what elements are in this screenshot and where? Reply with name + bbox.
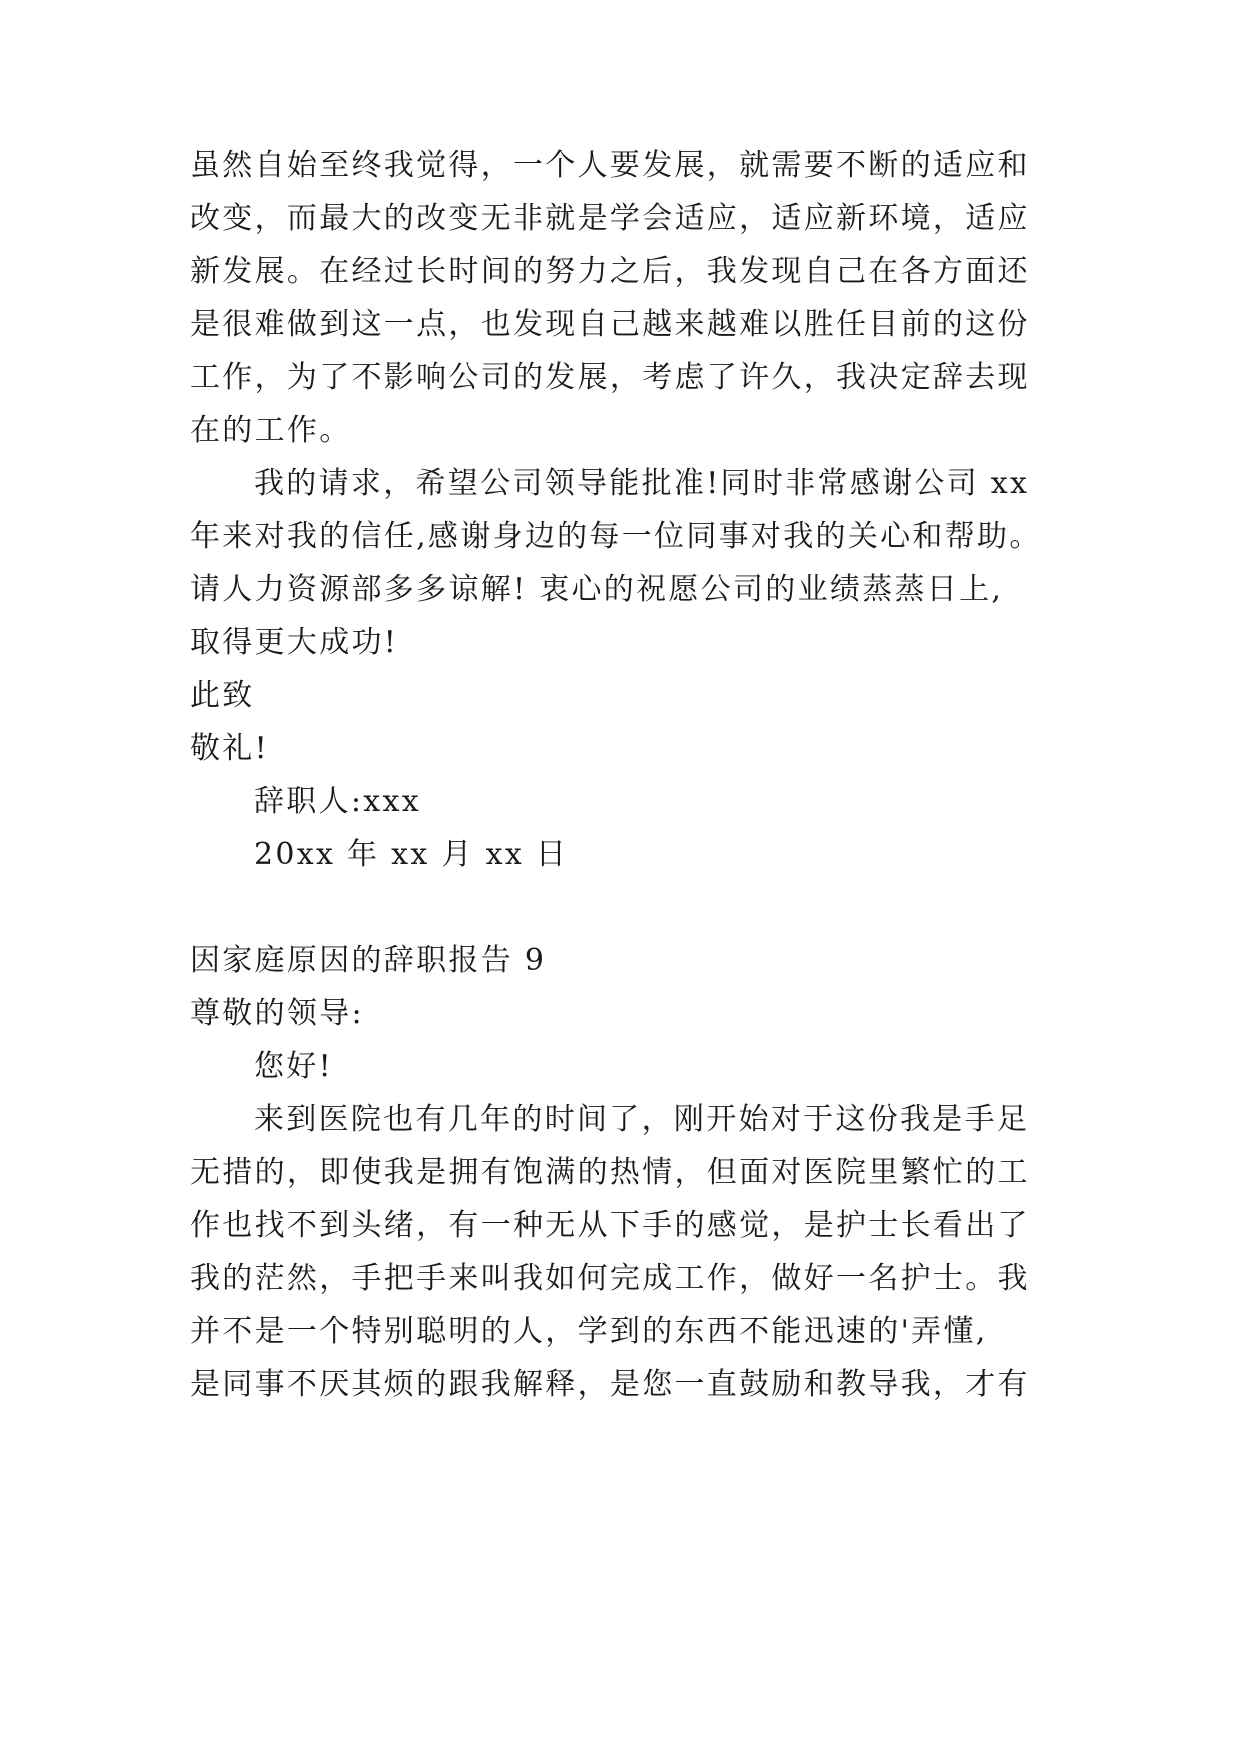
paragraph-line: 我的茫然，手把手来叫我如何完成工作，做好一名护士。我 xyxy=(190,1261,1030,1296)
recipient-line: 尊敬的领导: xyxy=(190,996,364,1031)
closing-regards: 敬礼! xyxy=(190,731,269,766)
paragraph-line: 请人力资源部多多谅解! 衷心的祝愿公司的业绩蒸蒸日上, xyxy=(190,572,1004,607)
paragraph-line: 并不是一个特别聪明的人，学到的东西不能迅速的'弄懂, xyxy=(190,1314,988,1349)
paragraph-line: 作也找不到头绪，有一种无从下手的感觉，是护士长看出了 xyxy=(190,1208,1030,1243)
paragraph-line: 年来对我的信任,感谢身边的每一位同事对我的关心和帮助。 xyxy=(190,519,1042,554)
paragraph-line: 新发展。在经过长时间的努力之后，我发现自己在各方面还 xyxy=(190,254,1030,289)
closing-salutation: 此致 xyxy=(190,678,255,713)
greeting-line: 您好! xyxy=(254,1049,333,1084)
signature-date: 20xx 年 xx 月 xx 日 xyxy=(254,837,569,872)
paragraph-line: 工作，为了不影响公司的发展，考虑了许久，我决定辞去现 xyxy=(190,360,1030,395)
paragraph-line: 改变，而最大的改变无非就是学会适应，适应新环境，适应 xyxy=(190,201,1030,236)
paragraph-line: 无措的，即使我是拥有饱满的热情，但面对医院里繁忙的工 xyxy=(190,1155,1030,1190)
section-title: 因家庭原因的辞职报告 9 xyxy=(190,943,547,978)
signer-name: 辞职人:xxx xyxy=(254,784,421,819)
paragraph-line: 虽然自始至终我觉得，一个人要发展，就需要不断的适应和 xyxy=(190,148,1030,183)
paragraph-line: 在的工作。 xyxy=(190,413,352,448)
paragraph-line: 是很难做到这一点，也发现自己越来越难以胜任目前的这份 xyxy=(190,307,1030,342)
paragraph-line: 是同事不厌其烦的跟我解释，是您一直鼓励和教导我，才有 xyxy=(190,1367,1030,1402)
paragraph-line: 来到医院也有几年的时间了，刚开始对于这份我是手足 xyxy=(254,1102,1030,1137)
paragraph-line: 取得更大成功! xyxy=(190,625,399,660)
paragraph-line: 我的请求，希望公司领导能批准!同时非常感谢公司 xx xyxy=(254,466,1030,501)
